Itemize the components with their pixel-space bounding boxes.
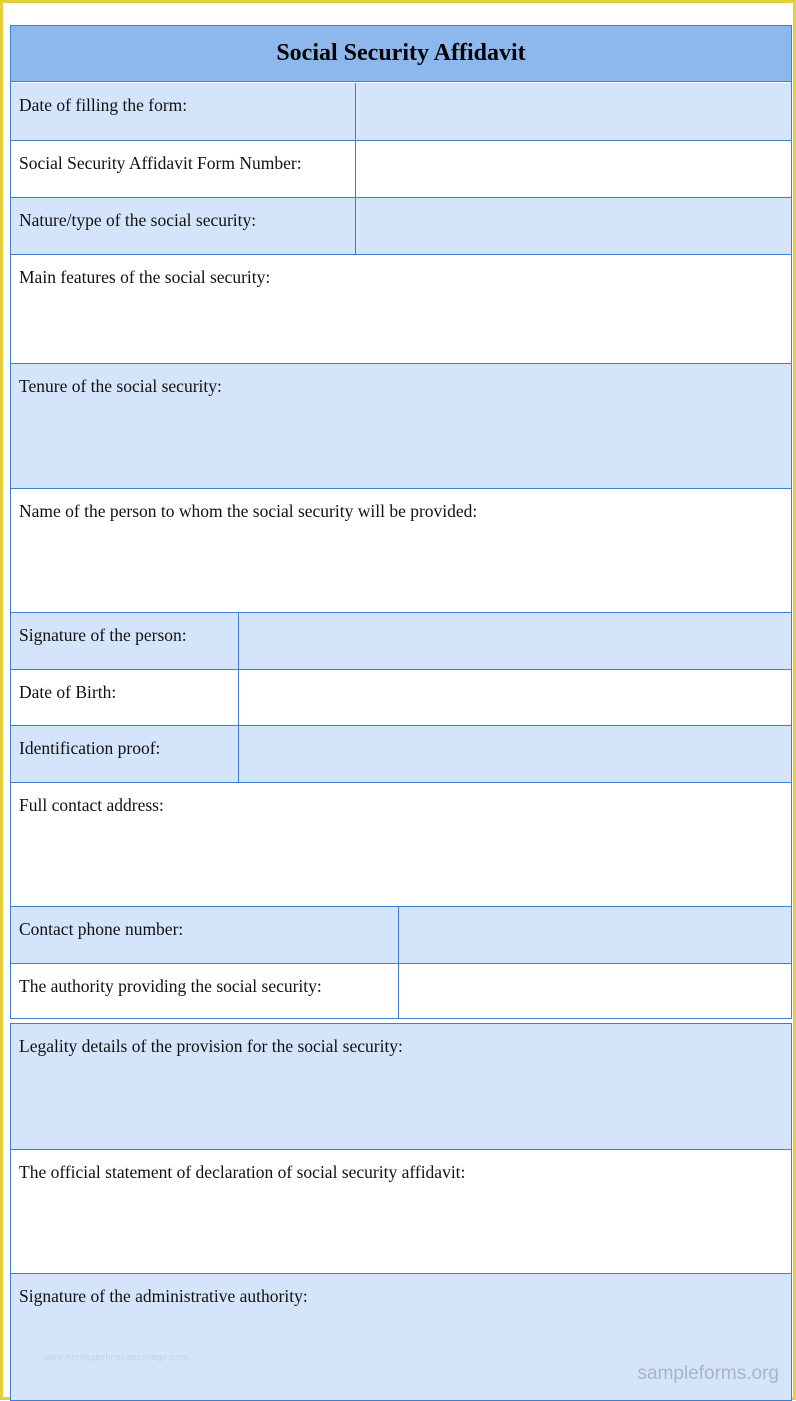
label-official-statement: The official statement of declaration of social security affidavit: bbox=[19, 1162, 466, 1182]
row-contact-address[interactable] bbox=[11, 782, 791, 906]
form-title: Social Security Affidavit bbox=[11, 26, 791, 82]
label-legality-details: Legality details of the provision for the social security: bbox=[19, 1036, 403, 1056]
form-main-block bbox=[10, 25, 792, 1019]
input-date-of-birth[interactable] bbox=[238, 670, 791, 725]
row-legality-details[interactable] bbox=[11, 1024, 791, 1149]
input-date-of-filling[interactable] bbox=[355, 83, 791, 140]
form-secondary-block bbox=[10, 1023, 792, 1401]
row-identification-proof bbox=[11, 725, 791, 782]
label-nature-type: Nature/type of the social security: bbox=[19, 210, 257, 230]
label-date-of-filling: Date of filling the form: bbox=[19, 95, 188, 115]
watermark-site: www.heritagechristiancollege.com bbox=[43, 1352, 189, 1362]
row-form-number bbox=[11, 140, 791, 197]
label-authority: The authority providing the social security: bbox=[19, 976, 322, 996]
label-identification-proof: Identification proof: bbox=[19, 738, 161, 758]
input-form-number[interactable] bbox=[355, 141, 791, 197]
row-person-name[interactable] bbox=[11, 488, 791, 612]
row-tenure[interactable] bbox=[11, 363, 791, 488]
row-authority bbox=[11, 963, 791, 1018]
row-date-of-birth bbox=[11, 669, 791, 725]
input-authority[interactable] bbox=[398, 964, 791, 1018]
watermark-brand: sampleforms.org bbox=[637, 1363, 779, 1384]
input-contact-phone[interactable] bbox=[398, 907, 791, 963]
row-date-of-filling bbox=[11, 83, 791, 140]
label-date-of-birth: Date of Birth: bbox=[19, 682, 117, 702]
label-tenure: Tenure of the social security: bbox=[19, 376, 222, 396]
row-person-signature bbox=[11, 612, 791, 669]
row-nature-type bbox=[11, 197, 791, 254]
input-person-signature[interactable] bbox=[238, 613, 791, 669]
row-main-features[interactable] bbox=[11, 254, 791, 363]
label-form-number: Social Security Affidavit Form Number: bbox=[19, 153, 302, 173]
label-person-name: Name of the person to whom the social security will be provided: bbox=[19, 501, 478, 521]
input-nature-type[interactable] bbox=[355, 198, 791, 254]
label-contact-phone: Contact phone number: bbox=[19, 919, 184, 939]
label-person-signature: Signature of the person: bbox=[19, 625, 187, 645]
input-identification-proof[interactable] bbox=[238, 726, 791, 782]
row-official-statement[interactable] bbox=[11, 1149, 791, 1273]
label-contact-address: Full contact address: bbox=[19, 795, 164, 815]
label-admin-signature: Signature of the administrative authority: bbox=[19, 1286, 308, 1306]
label-main-features: Main features of the social security: bbox=[19, 267, 271, 287]
row-contact-phone bbox=[11, 906, 791, 963]
